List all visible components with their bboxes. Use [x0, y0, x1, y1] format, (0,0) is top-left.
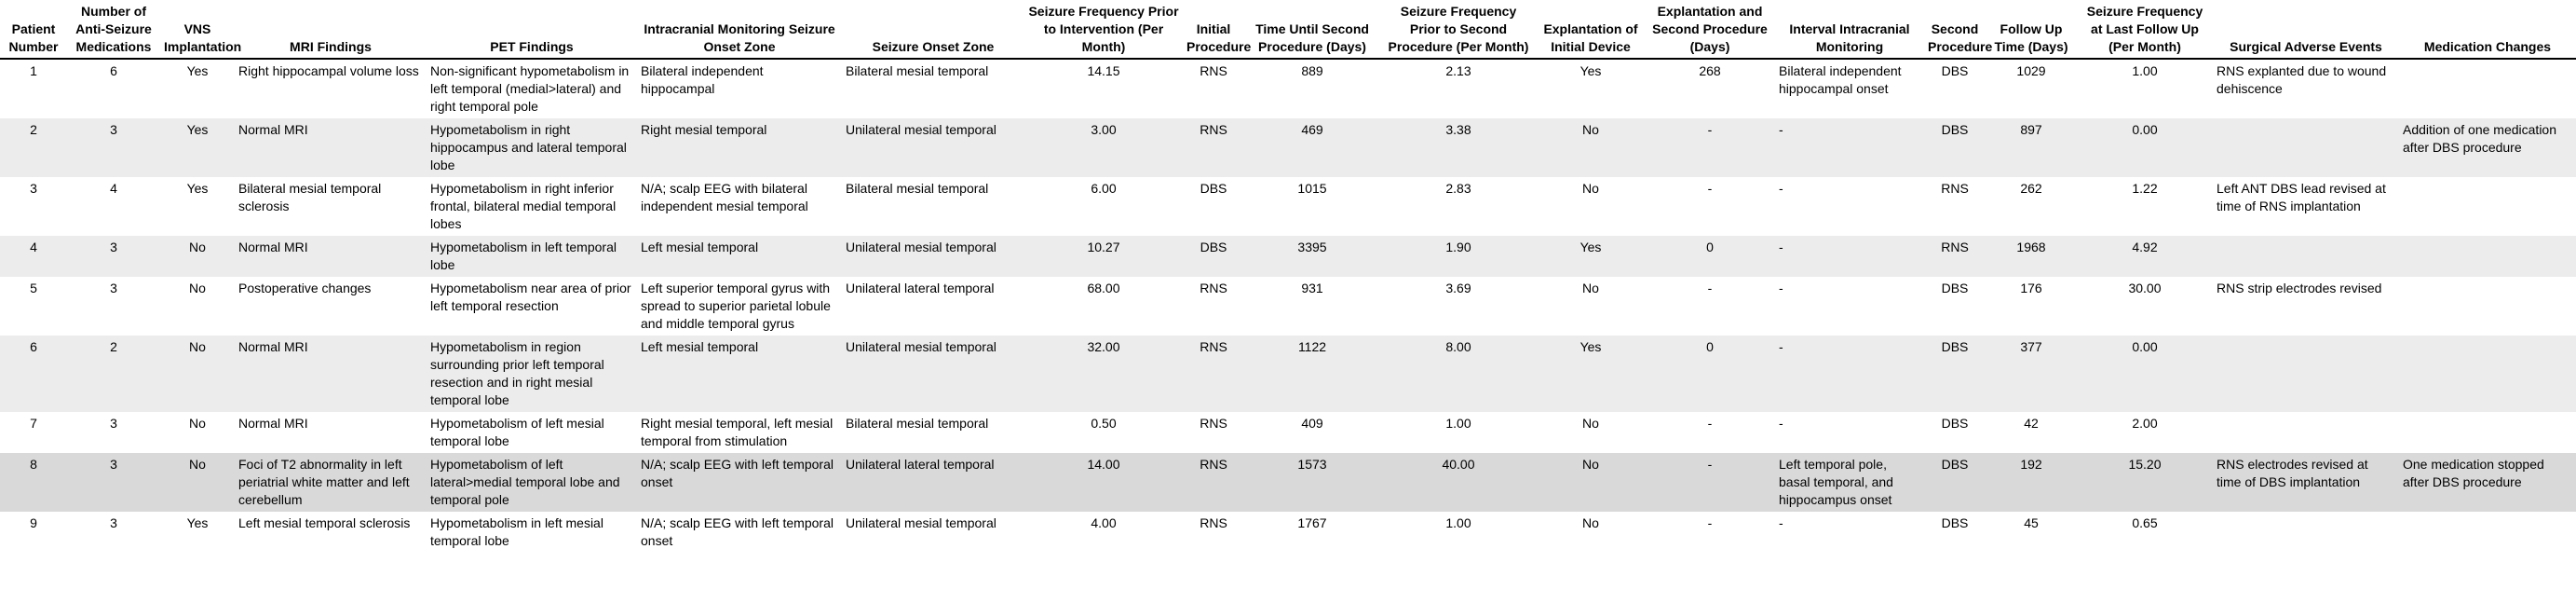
cell-seizure-freq-prior: 14.15: [1087, 63, 1120, 78]
cell-seizure-freq-prior: 6.00: [1091, 181, 1117, 196]
table-row: [0, 277, 2576, 336]
cell-vns-implantation: No: [160, 336, 235, 412]
cell-medication-changes: [2399, 177, 2576, 236]
cell-patient-number: 1: [30, 63, 37, 78]
cell-seizure-freq-prior-second: 3.38: [1380, 118, 1537, 177]
cell-follow-up-time: 377: [1986, 336, 2077, 412]
table-row: [0, 177, 2576, 236]
cell-follow-up-time: 42: [2024, 416, 2039, 431]
cell-seizure-onset-zone: Unilateral lateral temporal: [842, 453, 1024, 512]
cell-intracranial-onset-zone: N/A; scalp EEG with bilateral independent mesial temporal: [641, 181, 808, 213]
cell-anti-seizure-medications: 3: [110, 515, 117, 530]
cell-initial-procedure: RNS: [1183, 118, 1244, 177]
cell-time-until-second: 409: [1301, 416, 1323, 431]
cell-medication-changes: [2399, 412, 2576, 453]
cell-explantation-second-days: -: [1707, 416, 1713, 431]
cell-second-procedure: DBS: [1924, 336, 1986, 412]
cell-seizure-freq-prior-second: 3.69: [1445, 281, 1471, 295]
cell-medication-changes: [2399, 336, 2576, 412]
cell-explantation-initial: Yes: [1579, 63, 1602, 78]
cell-adverse-events: [2213, 336, 2399, 412]
cell-seizure-freq-prior-second: 8.00: [1380, 336, 1537, 412]
col-header-time-until-second: Time Until Second Procedure (Days): [1244, 0, 1380, 59]
cell-time-until-second: 1767: [1297, 515, 1327, 530]
cell-seizure-freq-last: 15.20: [2077, 453, 2213, 512]
cell-patient-number: 6: [0, 336, 67, 412]
table-row: [0, 59, 2576, 118]
cell-mri-findings: Postoperative changes: [238, 281, 372, 295]
header-row: [0, 0, 2576, 59]
cell-interval-monitoring: -: [1779, 181, 1783, 196]
cell-pet-findings: Non-significant hypometabolism in left temporal (medial>lateral) and right temporal pole: [430, 63, 630, 114]
cell-intracranial-onset-zone: Left superior temporal gyrus with spread to superior parietal lobule and middle temporal gyrus: [641, 281, 831, 331]
cell-adverse-events: [2213, 412, 2399, 453]
col-header-patient-number: Patient Number: [0, 0, 67, 59]
cell-patient-number: 5: [30, 281, 37, 295]
cell-seizure-onset-zone: Bilateral mesial temporal: [846, 416, 989, 431]
cell-follow-up-time: 192: [1986, 453, 2077, 512]
col-header-seizure-freq-last: Seizure Frequency at Last Follow Up (Per Month): [2077, 0, 2213, 59]
cell-explantation-second-days: 0: [1645, 236, 1775, 277]
cell-time-until-second: 469: [1244, 118, 1380, 177]
cell-vns-implantation: Yes: [186, 181, 209, 196]
col-header-pet-findings: PET Findings: [427, 0, 637, 59]
col-header-seizure-freq-prior: Seizure Frequency Prior to Intervention (Per Month): [1024, 0, 1183, 59]
cell-seizure-freq-prior: 4.00: [1091, 515, 1117, 530]
table-row: [0, 118, 2576, 177]
table-row: [0, 412, 2576, 453]
col-header-follow-up-time: Follow Up Time (Days): [1986, 0, 2077, 59]
cell-mri-findings: Foci of T2 abnormality in left periatrial white matter and left cerebellum: [235, 453, 427, 512]
cell-seizure-freq-last: 4.92: [2077, 236, 2213, 277]
cell-seizure-freq-prior: 3.00: [1024, 118, 1183, 177]
cell-anti-seizure-medications: 3: [67, 118, 160, 177]
col-header-interval-monitoring: Interval Intracranial Monitoring: [1775, 0, 1924, 59]
cell-vns-implantation: No: [189, 281, 206, 295]
cell-second-procedure: RNS: [1941, 181, 1969, 196]
cell-initial-procedure: RNS: [1200, 281, 1227, 295]
table-row: [0, 512, 2576, 553]
cell-medication-changes: [2399, 512, 2576, 553]
col-header-seizure-freq-prior-second: Seizure Frequency Prior to Second Procedure (Per Month): [1380, 0, 1537, 59]
col-header-seizure-onset-zone: Seizure Onset Zone: [842, 0, 1024, 59]
cell-time-until-second: 1573: [1244, 453, 1380, 512]
cell-anti-seizure-medications: 3: [67, 236, 160, 277]
cell-explantation-initial: Yes: [1537, 336, 1645, 412]
cell-seizure-freq-last: 1.22: [2132, 181, 2158, 196]
cell-intracranial-onset-zone: N/A; scalp EEG with left temporal onset: [637, 453, 842, 512]
cell-adverse-events: [2213, 118, 2399, 177]
cell-follow-up-time: 1968: [1986, 236, 2077, 277]
cell-explantation-initial: Yes: [1537, 236, 1645, 277]
cell-pet-findings: Hypometabolism of left mesial temporal lobe: [430, 416, 604, 448]
cell-medication-changes: [2399, 277, 2576, 336]
cell-pet-findings: Hypometabolism in left mesial temporal lobe: [430, 515, 603, 548]
cell-seizure-onset-zone: Unilateral mesial temporal: [842, 336, 1024, 412]
cell-seizure-freq-prior-second: 1.90: [1380, 236, 1537, 277]
cell-follow-up-time: 262: [2020, 181, 2042, 196]
cell-anti-seizure-medications: 3: [110, 416, 117, 431]
cell-mri-findings: Right hippocampal volume loss: [238, 63, 419, 78]
cell-seizure-freq-prior-second: 2.83: [1445, 181, 1471, 196]
cell-adverse-events: [2213, 236, 2399, 277]
cell-vns-implantation: No: [189, 416, 206, 431]
cell-mri-findings: Normal MRI: [235, 118, 427, 177]
cell-explantation-initial: No: [1582, 181, 1599, 196]
cell-anti-seizure-medications: 3: [67, 453, 160, 512]
cell-follow-up-time: 176: [2020, 281, 2042, 295]
cell-explantation-initial: No: [1537, 118, 1645, 177]
cell-anti-seizure-medications: 6: [110, 63, 117, 78]
cell-seizure-freq-prior: 14.00: [1024, 453, 1183, 512]
cell-mri-findings: Left mesial temporal sclerosis: [238, 515, 411, 530]
cell-anti-seizure-medications: 2: [67, 336, 160, 412]
cell-seizure-onset-zone: Bilateral mesial temporal: [846, 63, 989, 78]
cell-adverse-events: RNS strip electrodes revised: [2217, 281, 2382, 295]
cell-seizure-freq-prior-second: 2.13: [1445, 63, 1471, 78]
cell-pet-findings: Hypometabolism in right inferior frontal, bilateral medial temporal lobes: [430, 181, 617, 231]
cell-explantation-second-days: -: [1645, 118, 1775, 177]
cell-interval-monitoring: -: [1779, 281, 1783, 295]
cell-intracranial-onset-zone: N/A; scalp EEG with left temporal onset: [641, 515, 834, 548]
cell-vns-implantation: Yes: [186, 63, 209, 78]
cell-pet-findings: Hypometabolism in region surrounding prior left temporal resection and in right mesial temporal lobe: [427, 336, 637, 412]
cell-second-procedure: RNS: [1924, 236, 1986, 277]
cell-explantation-second-days: -: [1645, 453, 1775, 512]
cell-explantation-initial: No: [1537, 453, 1645, 512]
cell-second-procedure: DBS: [1924, 453, 1986, 512]
cell-seizure-freq-last: 2.00: [2132, 416, 2158, 431]
cell-mri-findings: Normal MRI: [235, 336, 427, 412]
cell-pet-findings: Hypometabolism near area of prior left temporal resection: [430, 281, 631, 313]
cell-adverse-events: [2213, 512, 2399, 553]
cell-explantation-second-days: 0: [1645, 336, 1775, 412]
cell-seizure-freq-last: 1.00: [2132, 63, 2158, 78]
cell-seizure-onset-zone: Unilateral mesial temporal: [846, 515, 997, 530]
cell-vns-implantation: Yes: [186, 515, 209, 530]
cell-patient-number: 3: [30, 181, 37, 196]
cell-vns-implantation: No: [160, 453, 235, 512]
cell-time-until-second: 889: [1301, 63, 1323, 78]
cell-time-until-second: 931: [1301, 281, 1323, 295]
cell-intracranial-onset-zone: Bilateral independent hippocampal: [641, 63, 764, 96]
cell-pet-findings: Hypometabolism of left lateral>medial temporal lobe and temporal pole: [427, 453, 637, 512]
col-header-explantation-second-days: Explantation and Second Procedure (Days): [1645, 0, 1775, 59]
cell-seizure-freq-prior-second: 1.00: [1445, 416, 1471, 431]
cell-explantation-second-days: 268: [1699, 63, 1721, 78]
col-header-explantation-initial: Explantation of Initial Device: [1537, 0, 1645, 59]
cell-explantation-initial: No: [1582, 281, 1599, 295]
cell-explantation-initial: No: [1582, 515, 1599, 530]
cell-time-until-second: 1122: [1244, 336, 1380, 412]
cell-explantation-second-days: -: [1707, 515, 1713, 530]
cell-seizure-onset-zone: Unilateral mesial temporal: [842, 236, 1024, 277]
cell-seizure-freq-prior: 68.00: [1087, 281, 1120, 295]
table-row: [0, 453, 2576, 512]
cell-seizure-onset-zone: Unilateral mesial temporal: [842, 118, 1024, 177]
cell-initial-procedure: RNS: [1183, 453, 1244, 512]
cell-seizure-freq-prior-second: 40.00: [1380, 453, 1537, 512]
col-header-adverse-events: Surgical Adverse Events: [2213, 0, 2399, 59]
cell-second-procedure: DBS: [1941, 416, 1969, 431]
cell-mri-findings: Normal MRI: [238, 416, 308, 431]
cell-patient-number: 4: [0, 236, 67, 277]
col-header-mri-findings: MRI Findings: [235, 0, 427, 59]
cell-pet-findings: Hypometabolism in right hippocampus and lateral temporal lobe: [427, 118, 637, 177]
cell-interval-monitoring: Bilateral independent hippocampal onset: [1779, 63, 1902, 96]
cell-intracranial-onset-zone: Left mesial temporal: [637, 236, 842, 277]
col-header-anti-seizure-medications: Number of Anti-Seizure Medications: [67, 0, 160, 59]
cell-mri-findings: Normal MRI: [235, 236, 427, 277]
table-row: [0, 336, 2576, 412]
cell-medication-changes: One medication stopped after DBS procedure: [2399, 453, 2576, 512]
cell-time-until-second: 1015: [1297, 181, 1327, 196]
cell-seizure-freq-prior-second: 1.00: [1445, 515, 1471, 530]
cell-seizure-freq-prior: 0.50: [1091, 416, 1117, 431]
cell-mri-findings: Bilateral mesial temporal sclerosis: [238, 181, 382, 213]
cell-interval-monitoring: -: [1775, 336, 1924, 412]
cell-patient-number: 9: [30, 515, 37, 530]
cell-intracranial-onset-zone: Right mesial temporal: [637, 118, 842, 177]
cell-interval-monitoring: Left temporal pole, basal temporal, and hippocampus onset: [1775, 453, 1924, 512]
cell-initial-procedure: RNS: [1200, 416, 1227, 431]
cell-adverse-events: RNS explanted due to wound dehiscence: [2217, 63, 2387, 96]
cell-anti-seizure-medications: 4: [110, 181, 117, 196]
cell-initial-procedure: DBS: [1200, 181, 1227, 196]
cell-seizure-freq-prior: 32.00: [1024, 336, 1183, 412]
cell-medication-changes: Addition of one medication after DBS procedure: [2399, 118, 2576, 177]
cell-explantation-initial: No: [1582, 416, 1599, 431]
table-header: [0, 0, 2576, 59]
cell-initial-procedure: RNS: [1200, 515, 1227, 530]
cell-adverse-events: Left ANT DBS lead revised at time of RNS implantation: [2217, 181, 2386, 213]
cell-pet-findings: Hypometabolism in left temporal lobe: [427, 236, 637, 277]
cell-vns-implantation: No: [160, 236, 235, 277]
table-body: [0, 59, 2576, 553]
cell-seizure-onset-zone: Unilateral lateral temporal: [846, 281, 995, 295]
cell-seizure-freq-last: 0.00: [2077, 336, 2213, 412]
cell-seizure-freq-last: 0.00: [2077, 118, 2213, 177]
cell-second-procedure: DBS: [1941, 515, 1969, 530]
cell-second-procedure: DBS: [1941, 281, 1969, 295]
col-header-medication-changes: Medication Changes: [2399, 0, 2576, 59]
cell-patient-number: 2: [0, 118, 67, 177]
cell-second-procedure: DBS: [1924, 118, 1986, 177]
cell-follow-up-time: 1029: [2016, 63, 2046, 78]
cell-initial-procedure: RNS: [1183, 336, 1244, 412]
cell-interval-monitoring: -: [1779, 416, 1783, 431]
cell-follow-up-time: 897: [1986, 118, 2077, 177]
col-header-vns-implantation: VNS Implantation: [160, 0, 235, 59]
cell-adverse-events: RNS electrodes revised at time of DBS implantation: [2213, 453, 2399, 512]
cell-time-until-second: 3395: [1244, 236, 1380, 277]
cell-patient-number: 7: [30, 416, 37, 431]
cell-explantation-second-days: -: [1707, 281, 1713, 295]
cell-seizure-freq-last: 0.65: [2132, 515, 2158, 530]
cell-seizure-onset-zone: Bilateral mesial temporal: [846, 181, 989, 196]
col-header-intracranial-onset-zone: Intracranial Monitoring Seizure Onset Zone: [637, 0, 842, 59]
cell-anti-seizure-medications: 3: [110, 281, 117, 295]
cell-seizure-freq-prior: 10.27: [1024, 236, 1183, 277]
table-row: [0, 236, 2576, 277]
cell-interval-monitoring: -: [1775, 236, 1924, 277]
cell-interval-monitoring: -: [1779, 515, 1783, 530]
cell-explantation-second-days: -: [1707, 181, 1713, 196]
cell-initial-procedure: RNS: [1200, 63, 1227, 78]
cell-intracranial-onset-zone: Right mesial temporal, left mesial temporal from stimulation: [641, 416, 834, 448]
cell-medication-changes: [2399, 59, 2576, 118]
cell-medication-changes: [2399, 236, 2576, 277]
col-header-second-procedure: Second Procedure: [1924, 0, 1986, 59]
cell-seizure-freq-last: 30.00: [2128, 281, 2162, 295]
cell-second-procedure: DBS: [1941, 63, 1969, 78]
cell-follow-up-time: 45: [2024, 515, 2039, 530]
cell-intracranial-onset-zone: Left mesial temporal: [637, 336, 842, 412]
cell-vns-implantation: Yes: [160, 118, 235, 177]
col-header-initial-procedure: Initial Procedure: [1183, 0, 1244, 59]
cell-initial-procedure: DBS: [1183, 236, 1244, 277]
cell-patient-number: 8: [0, 453, 67, 512]
cell-interval-monitoring: -: [1775, 118, 1924, 177]
